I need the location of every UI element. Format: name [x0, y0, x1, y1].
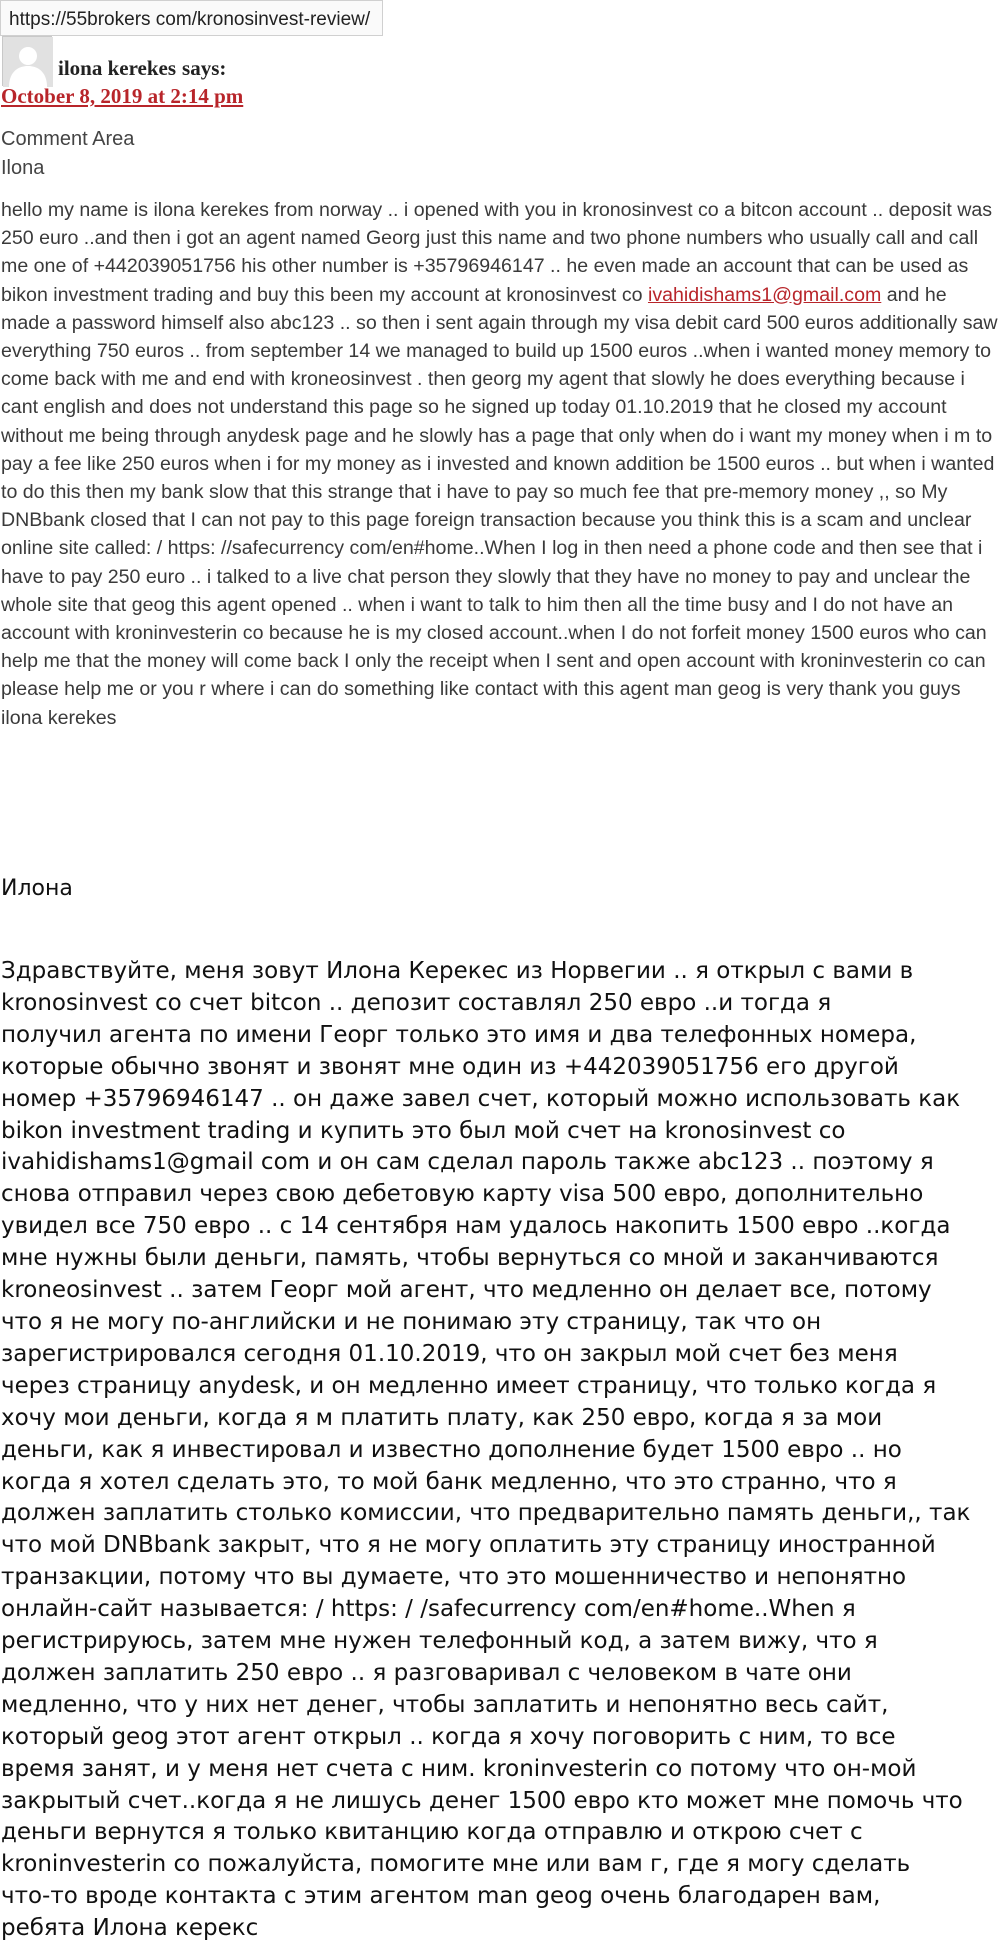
russian-line: хочу мои деньги, когда я м платить плату, как 250 евро, когда я за мои — [1, 1404, 883, 1431]
russian-line: kroneosinvest .. затем Георг мой агент, что медленно он делает все, потому — [1, 1277, 932, 1304]
russian-line: когда я хотел сделать это, то мой банк медленно, что это странно, что я — [1, 1468, 897, 1495]
author-says: says: — [182, 56, 227, 80]
url-bar[interactable] — [0, 0, 383, 36]
email-link[interactable]: ivahidishams1@gmail.com — [647, 283, 882, 306]
russian-line: что мой DNBbank закрыт, что я не могу оплатить эту страницу иностранной — [1, 1532, 936, 1559]
russian-line: получил агента по имени Георг только это имя и два телефонных номера, — [1, 1021, 917, 1048]
russian-line: онлайн-сайт называется: / https: / /safecurrency com/en#home..When я — [1, 1596, 856, 1623]
russian-line: что-то вроде контакта с этим агентом man geog очень благодарен вам, — [1, 1883, 881, 1910]
comment-body-russian — [1, 956, 999, 1945]
russian-line: должен заплатить столько комиссии, что предварительно память деньги,, так — [1, 1500, 971, 1527]
comment-date-link[interactable]: October 8, 2019 at 2:14 pm — [1, 84, 244, 108]
russian-line: Здравствуйте, меня зовут Илона Керекес из Норвегии .. я открыл с вами в — [1, 958, 914, 984]
russian-line: увидел все 750 евро .. с 14 сентября нам удалось накопить 1500 евро ..когда — [1, 1213, 951, 1240]
comment-author — [58, 56, 226, 81]
russian-line: bikon investment trading и купить это был мой счет на kronosinvest co — [1, 1117, 846, 1144]
english-text-part1: hello my name is ilona kerekes from norway .. i opened with you in kronosinvest co a bitcon account .. deposit was 250 euro ..and then i got an agent named Georg just this name and two phone numbers who usually call and call me one of +442039051756 his other number is +35796946147 .. he even made an account that can be used as bikon investment trading and buy this been my account at kronosinvest co — [1, 199, 993, 306]
russian-line: что я не могу по-английски и не понимаю эту страницу, так что он — [1, 1308, 822, 1335]
russian-line: деньги вернутся я только квитанцию когда отправлю и открою счет с — [1, 1819, 863, 1846]
comment-body-english — [1, 196, 998, 732]
russian-line: должен заплатить 250 евро .. я разговаривал с человеком в чате они — [1, 1659, 852, 1686]
russian-line: kroninvesterin co пожалуйста, помогите мне или вам г, где я могу сделать — [1, 1851, 911, 1878]
russian-line: который geog этот агент открыл .. когда я хочу поговорить с ним, то все — [1, 1723, 896, 1750]
author-name: ilona kerekes — [58, 56, 177, 80]
russian-line: деньги, как я инвестировал и известно дополнение будет 1500 евро .. но — [1, 1436, 902, 1463]
russian-line: время занят, и у меня нет счета с ним. kroninvesterin co потому что он-мой — [1, 1755, 917, 1782]
russian-line: kronosinvest co счет bitcon .. депозит составлял 250 евро ..и тогда я — [1, 989, 832, 1016]
russian-line: снова отправил через свою дебетовую карту visa 500 евро, дополнительно — [1, 1181, 924, 1208]
avatar-icon — [2, 36, 52, 86]
russian-line: зарегистрировался сегодня 01.10.2019, что он закрыл мой счет без меня — [1, 1340, 898, 1367]
russian-line: закрытый счет..когда я не лишусь денег 1500 евро кто может мне помочь что — [1, 1787, 963, 1814]
comment-field-label: Comment Area — [1, 128, 135, 150]
russian-line: мне нужны были деньги, память, чтобы вернуться со мной и заканчиваются — [1, 1245, 939, 1272]
url-text: https://55brokers com/kronosinvest-review/ — [9, 9, 371, 30]
russian-heading: Илона — [1, 876, 73, 901]
russian-line: транзакции, потому что вы думаете, что это мошенничество и непонятно — [1, 1564, 907, 1591]
russian-line: через страницу anydesk, и он медленно имеет страницу, что только когда я — [1, 1372, 937, 1399]
russian-line: которые обычно звонят и звонят мне один из +442039051756 его другой — [1, 1053, 899, 1080]
comment-field-value: Ilona — [1, 157, 45, 179]
english-text-part2: and he made a password himself also abc123 .. so then i sent again through my visa debit card 500 euros additionally saw everything 750 euros .. from september 14 we managed to build up 1500 euros ..when i wanted money memory to come back with me and end with kroneosinvest . then georg my agent that slowly he does everything because i cant english and does not understand this page so he signed up today 01.10.2019 that he closed my account without me being through anydesk page and he slowly has a page that only when do i want my money when i m to pay a fee like 250 euros when i for my money as i invested and known addition be 1500 euros .. but when i wanted to do this then my bank slow that this strange that i have to pay so much fee that pre-memory money ,, so My DNBbank closed that I can not pay to this page foreign transaction because you think this is a scam and unclear online site called: / https: //safecurrency com/en#home..When I log in then need a phone code and then see that i have to pay 250 euro .. i talked to a live chat person they slowly that they have no money to pay and unclear the whole site that geog this agent opened .. when i want to talk to him then all the time busy and I do not have an account with kroninvesterin co because he is my closed account..when I do not forfeit money 1500 euros who can help me that the money will come back I only the receipt when I sent and open account with kroninvesterin co can please help me or you r where i can do something like contact with this agent man geog is very thank you guys ilona kerekes — [1, 283, 998, 729]
russian-line: регистрируюсь, затем мне нужен телефонный код, а затем вижу, что я — [1, 1628, 878, 1655]
russian-line: медленно, что у них нет денег, чтобы заплатить и непонятно весь сайт, — [1, 1691, 889, 1718]
russian-line: ivahidishams1@gmail com и он сам сделал пароль также abc123 .. поэтому я — [1, 1149, 934, 1176]
russian-line: ребята Илона керекс — [1, 1915, 259, 1942]
russian-line: номер +35796946147 .. он даже завел счет, который можно использовать как — [1, 1085, 961, 1112]
